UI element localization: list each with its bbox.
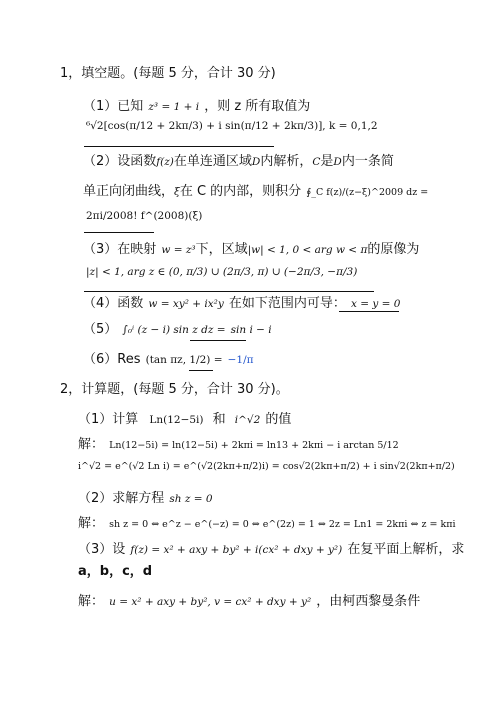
- q2-3-rest: 在复平面上解析，求: [347, 542, 465, 557]
- q2-1-sol1-line: [78, 433, 399, 453]
- q2-1-solution-2: i^√2 = e^(√2 Ln i) = e^(√2(2kπ+π/2)i) = cos√2(2kπ+π/2) + i sin√2(2kπ+π/2): [78, 461, 455, 472]
- q1-3-label: （3）在映射: [83, 242, 157, 257]
- q1-4-label: （4）函数: [83, 296, 144, 311]
- q1-2-integral: ∮_C f(z)/(z−ξ)^2009 dz =: [306, 187, 429, 198]
- q1-3-region: |w| < 1, 0 < arg w < π: [247, 244, 368, 256]
- q2-3-func: f(z) = x² + axy + by² + i(cx² + dxy + y²): [130, 544, 343, 556]
- q1-1-rest: ，则 z 所有取值为: [204, 99, 311, 114]
- q1-2-text-b: 在单连通区域: [173, 154, 252, 169]
- q1-2-fz: f(z): [156, 156, 174, 168]
- q2-2-label: （2）求解方程: [78, 491, 165, 506]
- q1-1-label: （1）已知: [83, 99, 144, 114]
- q2-1-mid: 和: [212, 412, 226, 427]
- q2-1-line: [78, 408, 291, 428]
- q2-2-line: [78, 487, 213, 507]
- q2-1-solution-1: Ln(12−5i) = ln(12−5i) + 2kπi = ln13 + 2kπi − i arctan 5/12: [109, 440, 399, 451]
- q1-2-C: C: [312, 156, 321, 168]
- q1-4-answer-underline: [339, 311, 399, 312]
- q1-5-answer: sin i − i: [230, 324, 272, 336]
- q1-4-line: [83, 292, 400, 312]
- q1-3-line: [83, 238, 419, 258]
- q2-1-expr-b: i^√2: [234, 414, 261, 426]
- q2-2-sol-label: 解：: [78, 516, 105, 531]
- q1-1-equation: z³ = 1 + i: [148, 101, 200, 113]
- q2-2-equation: sh z = 0: [169, 493, 213, 505]
- q1-6-expr: (tan πz, 1/2) =: [145, 354, 223, 366]
- q1-2-text-d: 是: [320, 154, 334, 169]
- q2-3-label: （3）设: [78, 542, 126, 557]
- q2-3-solution-tail: ，由柯西黎曼条件: [316, 594, 421, 609]
- q2-3-line2: a，b，c，d: [78, 564, 153, 579]
- q1-3-tail: 的原像为: [367, 242, 420, 257]
- q1-2-line2: [83, 180, 428, 200]
- q2-1-label: （1）计算: [78, 412, 139, 427]
- q2-1-sol-label: 解：: [78, 437, 105, 452]
- q2-3-line: [78, 538, 464, 558]
- q1-2-text-a: （2）设函数: [83, 154, 157, 169]
- q1-4-func: w = xy² + ix²y: [148, 298, 224, 310]
- q2-2-sol-line: [78, 512, 456, 532]
- q1-1-answer-underline: [84, 146, 274, 147]
- q1-1-answer: ⁶√2[cos(π/12 + 2kπ/3) + i sin(π/12 + 2kπ/3)], k = 0,1,2: [86, 120, 378, 132]
- q1-6-line: [83, 348, 254, 368]
- q1-2-text-e: 内一条简: [341, 154, 394, 169]
- q1-2-answer-underline: [84, 232, 154, 233]
- section2-heading: 2，计算题，(每题 5 分，合计 30 分)。: [60, 382, 289, 397]
- q1-4-rest: 在如下范围内可导：: [228, 296, 346, 311]
- q1-5-answer-underline: [190, 340, 246, 341]
- q2-3-sol-line: [78, 590, 420, 610]
- q1-6-label: （6）Res: [83, 352, 141, 367]
- q1-5-integral: ∫₀ⁱ (z − i) sin z dz =: [122, 324, 226, 336]
- q2-3-solution: u = x² + axy + by², v = cx² + dxy + y²: [109, 596, 312, 608]
- q1-5-line: [83, 318, 272, 338]
- q1-3-rest: 下，区域: [195, 242, 248, 257]
- q1-6-answer-underline: [189, 370, 213, 371]
- q1-2-text-f: 单正向闭曲线，: [83, 184, 175, 199]
- q1-3-map: w = z³: [161, 244, 196, 256]
- q2-1-expr-a: Ln(12−5i): [149, 414, 204, 426]
- q1-2-answer: 2πi/2008! f^(2008)(ξ): [86, 210, 203, 222]
- q1-1-line: [83, 95, 310, 115]
- q1-2-xi: ξ: [174, 186, 180, 198]
- q1-2-line1: [83, 150, 394, 170]
- q1-2-text-g: 在 C 的内部，则积分: [179, 184, 302, 199]
- q1-5-label: （5）: [83, 322, 118, 337]
- q1-2-D: D: [251, 156, 261, 168]
- q1-3-answer: |z| < 1, arg z ∈ (0, π/3) ∪ (2π/3, π) ∪ (−2π/3, −π/3): [86, 266, 358, 278]
- q1-2-text-c: 内解析，: [260, 154, 313, 169]
- q2-2-solution: sh z = 0 ⇔ e^z − e^(−z) = 0 ⇔ e^(2z) = 1 ⇔ 2z = Ln1 = 2kπi ⇔ z = kπi: [109, 519, 456, 530]
- q2-3-sol-label: 解：: [78, 594, 105, 609]
- section1-heading: 1，填空题。(每题 5 分，合计 30 分): [60, 66, 276, 81]
- q1-6-answer: −1/π: [227, 354, 254, 366]
- q1-4-answer: x = y = 0: [351, 298, 401, 310]
- q2-1-tail: 的值: [265, 412, 292, 427]
- q1-2-D2: D: [333, 156, 342, 168]
